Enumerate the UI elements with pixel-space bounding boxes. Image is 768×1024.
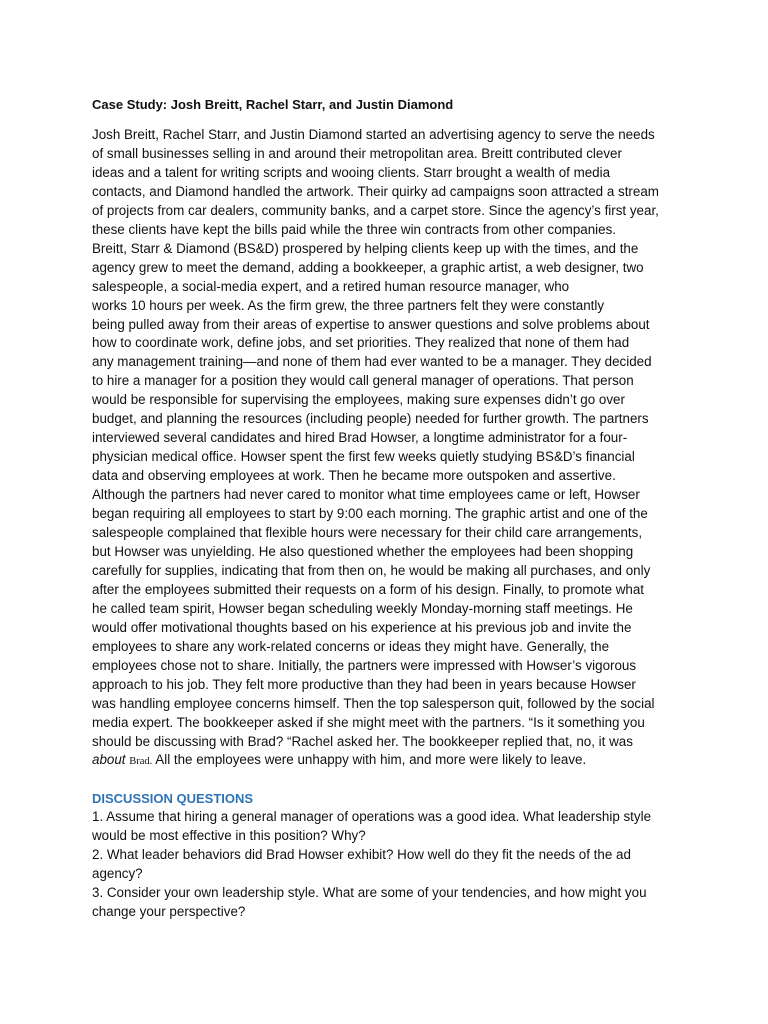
- body-last-line: [92, 751, 684, 772]
- body-line: being pulled away from their areas of expertise to answer questions and solve problems about: [92, 316, 650, 332]
- emphasis-about: about: [92, 752, 126, 768]
- body-line: should be discussing with Brad? “Rachel asked her. The bookkeeper replied that, no, it was: [92, 733, 633, 749]
- body-line: approach to his job. They felt more productive than they had been in years because Howser: [92, 676, 636, 692]
- body-line: after the employees submitted their requests on a form of his design. Finally, to promote what: [92, 581, 645, 597]
- body-line: ideas and a talent for writing scripts and wooing clients. Starr brought a wealth of media: [92, 164, 611, 180]
- case-study-title: Case Study: Josh Breitt, Rachel Starr, and Justin Diamond: [92, 97, 454, 112]
- body-line: any management training—and none of them had ever wanted to be a manager. They decided: [92, 354, 652, 370]
- body-line: to hire a manager for a position they would call general manager of operations. That person: [92, 373, 634, 389]
- body-line: would be responsible for supervising the employees, making sure expenses didn’t go over: [92, 392, 625, 408]
- question-line: change your perspective?: [92, 904, 246, 920]
- body-line: salespeople complained that flexible hours were necessary for their child care arrangements,: [92, 525, 643, 541]
- question-line: 1. Assume that hiring a general manager of operations was a good idea. What leadership style: [92, 809, 652, 825]
- body-line: interviewed several candidates and hired Brad Howser, a longtime administrator for a four-: [92, 430, 628, 446]
- body-line: carefully for supplies, indicating that from then on, he would be making all purchases, and only: [92, 562, 651, 578]
- body-line: contacts, and Diamond handled the artwork. Their quirky ad campaigns soon attracted a stream: [92, 183, 659, 199]
- body-line: data and observing employees at work. Then he became more outspoken and assertive.: [92, 468, 616, 484]
- body-line: employees chose not to share. Initially, the partners were impressed with Howser’s vigorous: [92, 657, 637, 673]
- body-line: began requiring all employees to start by 9:00 each morning. The graphic artist and one of the: [92, 506, 648, 522]
- discussion-questions-list: [92, 808, 684, 922]
- body-line: physician medical office. Howser spent the first few weeks quietly studying BS&D’s financial: [92, 449, 635, 465]
- last-line-rest: All the employees were unhappy with him, and more were likely to leave.: [155, 752, 587, 768]
- body-line: was handling employee concerns himself. Then the top salesperson quit, followed by the social: [92, 695, 655, 711]
- question-line: would be most effective in this position? Why?: [92, 828, 366, 844]
- question-line: agency?: [92, 866, 143, 882]
- case-study-body: [92, 126, 684, 772]
- body-line: of projects from car dealers, community banks, and a carpet store. Since the agency’s first year,: [92, 202, 659, 218]
- body-line: Although the partners had never cared to monitor what time employees came or left, Howser: [92, 487, 640, 503]
- body-line: would offer motivational thoughts based on his experience at his previous job and invite the: [92, 619, 632, 635]
- body-line: works 10 hours per week. As the firm grew, the three partners felt they were constantly: [92, 297, 605, 313]
- body-line: budget, and planning the resources (including people) needed for further growth. The partners: [92, 411, 649, 427]
- body-line: but Howser was unyielding. He also questioned whether the employees had been shopping: [92, 543, 634, 559]
- question-line: 2. What leader behaviors did Brad Howser exhibit? How well do they fit the needs of the ad: [92, 847, 631, 863]
- body-line: Breitt, Starr & Diamond (BS&D) prospered by helping clients keep up with the times, and the: [92, 240, 639, 256]
- question-line: 3. Consider your own leadership style. What are some of your tendencies, and how might you: [92, 885, 647, 901]
- body-line: salespeople, a social-media expert, and a retired human resource manager, who: [92, 278, 570, 294]
- body-line: of small businesses selling in and around their metropolitan area. Breitt contributed clever: [92, 145, 622, 161]
- discussion-questions-heading: DISCUSSION QUESTIONS: [92, 791, 254, 807]
- body-line: agency grew to meet the demand, adding a bookkeeper, a graphic artist, a web designer, two: [92, 259, 644, 275]
- body-line: Josh Breitt, Rachel Starr, and Justin Diamond started an advertising agency to serve the needs: [92, 127, 655, 142]
- body-line: media expert. The bookkeeper asked if she might meet with the partners. “Is it something you: [92, 714, 645, 730]
- body-line: how to coordinate work, define jobs, and set priorities. They realized that none of them had: [92, 335, 630, 351]
- body-line: these clients have kept the bills paid while the three win contracts from other companies.: [92, 221, 616, 237]
- body-line: employees to share any work-related concerns or ideas they might have. Generally, the: [92, 638, 610, 654]
- body-line: he called team spirit, Howser began scheduling weekly Monday-morning staff meetings. He: [92, 600, 633, 616]
- name-brad: Brad.: [129, 756, 153, 768]
